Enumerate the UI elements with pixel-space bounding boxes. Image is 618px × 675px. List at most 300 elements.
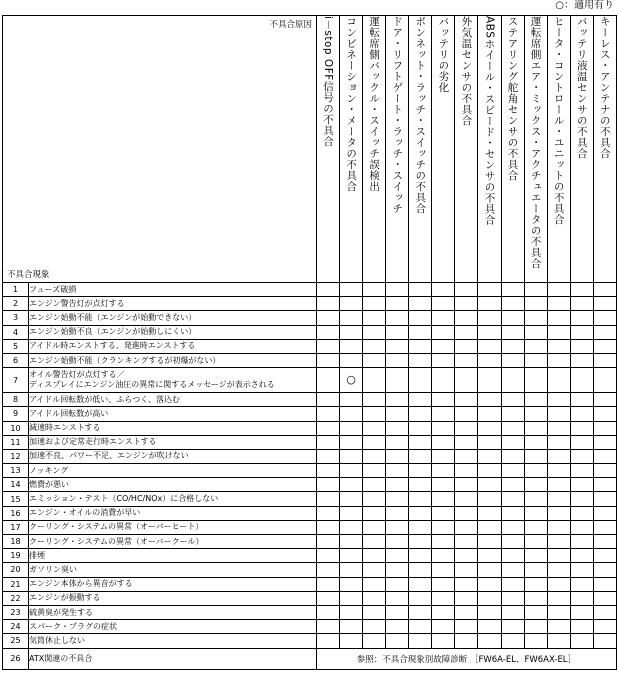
matrix-cell bbox=[363, 339, 386, 353]
matrix-cell bbox=[478, 283, 501, 297]
matrix-cell bbox=[547, 605, 570, 619]
row-number: 16 bbox=[3, 506, 29, 520]
matrix-cell bbox=[593, 311, 616, 325]
matrix-cell bbox=[478, 506, 501, 520]
matrix-cell bbox=[386, 634, 409, 648]
matrix-cell bbox=[478, 325, 501, 339]
matrix-cell bbox=[386, 535, 409, 549]
matrix-cell bbox=[478, 591, 501, 605]
matrix-cell bbox=[340, 435, 363, 449]
matrix-cell bbox=[593, 393, 616, 407]
matrix-cell bbox=[593, 325, 616, 339]
matrix-cell bbox=[478, 520, 501, 534]
cause-column-label: i－stop OFF信号の不具合 bbox=[322, 16, 335, 147]
matrix-cell bbox=[363, 478, 386, 492]
matrix-cell bbox=[409, 549, 432, 563]
matrix-cell bbox=[478, 368, 501, 393]
matrix-cell bbox=[501, 506, 524, 520]
matrix-cell bbox=[455, 634, 478, 648]
matrix-cell bbox=[455, 339, 478, 353]
matrix-cell bbox=[409, 506, 432, 520]
matrix-cell bbox=[455, 605, 478, 619]
matrix-cell bbox=[547, 393, 570, 407]
row-number: 19 bbox=[3, 549, 29, 563]
matrix-cell bbox=[570, 339, 593, 353]
cause-column-label: 運転席側バックル・スイッチ誤検出 bbox=[368, 16, 381, 192]
matrix-cell bbox=[432, 492, 455, 506]
cause-column-header bbox=[432, 16, 455, 283]
matrix-cell bbox=[547, 368, 570, 393]
matrix-cell bbox=[340, 549, 363, 563]
cause-column-label: ドア・リフトゲート・ラッチ・スイッチ bbox=[391, 16, 404, 214]
matrix-cell bbox=[386, 449, 409, 463]
cause-column-header bbox=[340, 16, 363, 283]
matrix-cell bbox=[501, 283, 524, 297]
matrix-cell bbox=[547, 449, 570, 463]
matrix-cell bbox=[570, 393, 593, 407]
matrix-cell bbox=[593, 339, 616, 353]
matrix-cell bbox=[455, 563, 478, 577]
matrix-cell bbox=[455, 407, 478, 421]
matrix-cell bbox=[340, 535, 363, 549]
matrix-cell bbox=[432, 591, 455, 605]
matrix-cell bbox=[317, 464, 340, 478]
matrix-cell bbox=[363, 634, 386, 648]
matrix-cell bbox=[317, 421, 340, 435]
row-number: 23 bbox=[3, 605, 29, 619]
matrix-cell bbox=[432, 407, 455, 421]
matrix-cell bbox=[340, 577, 363, 591]
matrix-cell bbox=[570, 549, 593, 563]
matrix-cell bbox=[478, 464, 501, 478]
symptom-cell: オイル警告灯が点灯する／ ディスプレイにエンジン油圧の異常に関するメッセージが表示される bbox=[29, 368, 317, 393]
symptom-cell: エンジン始動不能（エンジンが始動できない） bbox=[29, 311, 317, 325]
matrix-cell bbox=[501, 464, 524, 478]
matrix-cell bbox=[409, 464, 432, 478]
matrix-cell bbox=[340, 283, 363, 297]
matrix-cell bbox=[409, 297, 432, 311]
matrix-cell bbox=[432, 421, 455, 435]
matrix-cell bbox=[501, 421, 524, 435]
matrix-cell bbox=[501, 605, 524, 619]
table-row bbox=[3, 407, 617, 421]
matrix-cell bbox=[570, 492, 593, 506]
cause-column-header bbox=[524, 16, 547, 283]
row-number: 13 bbox=[3, 464, 29, 478]
matrix-cell bbox=[547, 634, 570, 648]
row-number: 4 bbox=[3, 325, 29, 339]
table-row bbox=[3, 535, 617, 549]
matrix-cell bbox=[386, 549, 409, 563]
matrix-cell bbox=[478, 421, 501, 435]
matrix-cell bbox=[593, 506, 616, 520]
row-number: 15 bbox=[3, 492, 29, 506]
matrix-cell bbox=[363, 464, 386, 478]
row-number: 2 bbox=[3, 297, 29, 311]
cause-column-label: 運転席側エア・ミックス・アクチュエータの不具合 bbox=[529, 16, 542, 269]
matrix-cell bbox=[478, 535, 501, 549]
matrix-cell bbox=[501, 535, 524, 549]
matrix-cell bbox=[593, 563, 616, 577]
matrix-cell bbox=[432, 311, 455, 325]
symptom-cell: 気筒休止しない bbox=[29, 634, 317, 648]
table-row bbox=[3, 339, 617, 353]
matrix-cell bbox=[409, 368, 432, 393]
matrix-cell bbox=[501, 353, 524, 367]
matrix-cell bbox=[547, 620, 570, 634]
matrix-cell bbox=[386, 577, 409, 591]
matrix-cell bbox=[363, 605, 386, 619]
matrix-cell bbox=[432, 535, 455, 549]
matrix-cell bbox=[501, 449, 524, 463]
matrix-cell bbox=[363, 311, 386, 325]
row-number: 18 bbox=[3, 535, 29, 549]
matrix-cell bbox=[478, 297, 501, 311]
matrix-cell bbox=[432, 577, 455, 591]
matrix-cell bbox=[340, 297, 363, 311]
table-row bbox=[3, 449, 617, 463]
matrix-cell bbox=[409, 325, 432, 339]
matrix-cell bbox=[317, 325, 340, 339]
matrix-cell bbox=[593, 478, 616, 492]
table-row bbox=[3, 605, 617, 619]
matrix-cell bbox=[340, 591, 363, 605]
matrix-cell bbox=[432, 605, 455, 619]
diagnosis-matrix bbox=[2, 15, 617, 670]
matrix-cell bbox=[455, 311, 478, 325]
matrix-cell bbox=[478, 634, 501, 648]
matrix-cell bbox=[317, 283, 340, 297]
matrix-cell bbox=[547, 577, 570, 591]
matrix-cell bbox=[363, 297, 386, 311]
symptom-cell: 減速時エンストする bbox=[29, 421, 317, 435]
matrix-cell bbox=[501, 492, 524, 506]
matrix-cell bbox=[455, 492, 478, 506]
matrix-cell bbox=[409, 634, 432, 648]
row-number: 5 bbox=[3, 339, 29, 353]
cause-column-header bbox=[501, 16, 524, 283]
matrix-cell bbox=[501, 311, 524, 325]
matrix-cell bbox=[317, 393, 340, 407]
cause-column-label: ボンネット・ラッチ・スイッチの不具合 bbox=[414, 16, 427, 214]
table-row bbox=[3, 634, 617, 648]
matrix-cell bbox=[501, 563, 524, 577]
matrix-cell bbox=[386, 591, 409, 605]
matrix-cell bbox=[317, 339, 340, 353]
symptom-cell: 排煙 bbox=[29, 549, 317, 563]
matrix-cell bbox=[340, 449, 363, 463]
matrix-cell bbox=[593, 520, 616, 534]
matrix-cell bbox=[547, 549, 570, 563]
matrix-cell bbox=[570, 464, 593, 478]
matrix-cell bbox=[501, 478, 524, 492]
table-row bbox=[3, 492, 617, 506]
table-row bbox=[3, 591, 617, 605]
matrix-cell bbox=[455, 591, 478, 605]
symptom-cell: エンジンが振動する bbox=[29, 591, 317, 605]
matrix-cell bbox=[432, 478, 455, 492]
matrix-cell bbox=[363, 577, 386, 591]
symptom-cell: エミッション・テスト（CO/HC/NOx）に合格しない bbox=[29, 492, 317, 506]
matrix-cell bbox=[593, 407, 616, 421]
matrix-cell bbox=[501, 591, 524, 605]
matrix-cell bbox=[455, 421, 478, 435]
header-corner bbox=[3, 16, 317, 283]
matrix-cell bbox=[340, 464, 363, 478]
symptom-cell: アイドル回転数が低い、ふらつく、落込む bbox=[29, 393, 317, 407]
matrix-cell bbox=[317, 535, 340, 549]
matrix-cell bbox=[524, 563, 547, 577]
table-row bbox=[3, 563, 617, 577]
matrix-cell bbox=[317, 368, 340, 393]
matrix-cell bbox=[317, 478, 340, 492]
symptom-cell: フューズ破損 bbox=[29, 283, 317, 297]
matrix-cell bbox=[432, 353, 455, 367]
symptom-cell: アイドル回転数が高い bbox=[29, 407, 317, 421]
matrix-cell bbox=[363, 549, 386, 563]
matrix-cell bbox=[409, 393, 432, 407]
matrix-cell bbox=[409, 311, 432, 325]
matrix-cell bbox=[432, 506, 455, 520]
matrix-cell bbox=[593, 549, 616, 563]
matrix-cell bbox=[478, 339, 501, 353]
matrix-cell bbox=[478, 563, 501, 577]
matrix-cell bbox=[317, 577, 340, 591]
row-number: 22 bbox=[3, 591, 29, 605]
cause-column-header bbox=[363, 16, 386, 283]
matrix-cell bbox=[501, 393, 524, 407]
matrix-cell bbox=[317, 506, 340, 520]
matrix-cell bbox=[409, 492, 432, 506]
matrix-cell bbox=[340, 421, 363, 435]
table-row bbox=[3, 297, 617, 311]
matrix-cell bbox=[409, 339, 432, 353]
matrix-cell bbox=[570, 591, 593, 605]
matrix-cell bbox=[570, 520, 593, 534]
header-row bbox=[3, 16, 617, 283]
matrix-cell bbox=[432, 464, 455, 478]
matrix-cell bbox=[455, 325, 478, 339]
matrix-cell bbox=[363, 353, 386, 367]
matrix-cell bbox=[570, 353, 593, 367]
matrix-cell bbox=[593, 449, 616, 463]
matrix-cell bbox=[363, 520, 386, 534]
matrix-cell bbox=[409, 605, 432, 619]
matrix-cell bbox=[409, 577, 432, 591]
symptom-cell: 硫黄臭が発生する bbox=[29, 605, 317, 619]
matrix-cell bbox=[340, 339, 363, 353]
matrix-cell bbox=[340, 325, 363, 339]
symptom-cell: エンジン・オイルの消費が早い bbox=[29, 506, 317, 520]
matrix-cell bbox=[455, 506, 478, 520]
matrix-cell bbox=[409, 535, 432, 549]
matrix-cell bbox=[432, 339, 455, 353]
row-number: 6 bbox=[3, 353, 29, 367]
matrix-cell bbox=[363, 421, 386, 435]
table-row bbox=[3, 435, 617, 449]
matrix-cell bbox=[432, 563, 455, 577]
matrix-cell bbox=[501, 620, 524, 634]
row-number: 25 bbox=[3, 634, 29, 648]
matrix-cell bbox=[386, 620, 409, 634]
matrix-cell bbox=[409, 353, 432, 367]
matrix-cell bbox=[432, 393, 455, 407]
row-number: 24 bbox=[3, 620, 29, 634]
symptom-cell: エンジン始動不良（エンジンが始動しにくい） bbox=[29, 325, 317, 339]
matrix-cell bbox=[363, 407, 386, 421]
matrix-cell bbox=[317, 353, 340, 367]
cause-column-label: キーレス・アンテナの不具合 bbox=[598, 16, 611, 159]
matrix-cell bbox=[570, 368, 593, 393]
matrix-cell bbox=[478, 435, 501, 449]
reference-note: 参照：不具合現象別故障診断 ［FW6A-EL、FW6AX-EL］ bbox=[317, 648, 617, 669]
matrix-cell bbox=[501, 368, 524, 393]
matrix-cell bbox=[570, 478, 593, 492]
matrix-cell bbox=[570, 421, 593, 435]
matrix-cell bbox=[363, 325, 386, 339]
matrix-cell bbox=[593, 535, 616, 549]
matrix-cell bbox=[386, 605, 409, 619]
matrix-cell bbox=[593, 464, 616, 478]
symptom-cell: クーリング・システムの異常（オーバーヒート） bbox=[29, 520, 317, 534]
matrix-cell bbox=[524, 535, 547, 549]
matrix-cell bbox=[432, 634, 455, 648]
matrix-cell bbox=[455, 535, 478, 549]
matrix-cell bbox=[409, 563, 432, 577]
symptom-cell: 加速および定常走行時エンストする bbox=[29, 435, 317, 449]
table-row bbox=[3, 520, 617, 534]
matrix-cell bbox=[501, 520, 524, 534]
cause-column-label: コンビネーション・メータの不具合 bbox=[345, 16, 358, 192]
row-number: 9 bbox=[3, 407, 29, 421]
matrix-cell bbox=[547, 407, 570, 421]
table-row bbox=[3, 421, 617, 435]
matrix-cell bbox=[547, 339, 570, 353]
matrix-cell bbox=[524, 492, 547, 506]
matrix-cell bbox=[570, 325, 593, 339]
matrix-cell bbox=[363, 435, 386, 449]
matrix-cell bbox=[593, 297, 616, 311]
matrix-cell bbox=[409, 520, 432, 534]
symptom-cell: クーリング・システムの異常（オーバークール） bbox=[29, 535, 317, 549]
matrix-cell bbox=[524, 464, 547, 478]
matrix-cell bbox=[524, 283, 547, 297]
symptom-cell: エンジン本体から異音がする bbox=[29, 577, 317, 591]
row-number: 21 bbox=[3, 577, 29, 591]
cause-column-label: ABSホイール・スピード・センサの不具合 bbox=[483, 16, 496, 226]
matrix-cell bbox=[593, 605, 616, 619]
matrix-cell bbox=[524, 311, 547, 325]
matrix-cell bbox=[524, 577, 547, 591]
matrix-cell bbox=[547, 535, 570, 549]
matrix-cell bbox=[524, 421, 547, 435]
matrix-cell bbox=[478, 577, 501, 591]
matrix-cell bbox=[386, 339, 409, 353]
matrix-cell bbox=[455, 577, 478, 591]
matrix-cell bbox=[317, 563, 340, 577]
matrix-cell bbox=[363, 506, 386, 520]
matrix-cell bbox=[432, 297, 455, 311]
matrix-cell bbox=[570, 407, 593, 421]
table-row bbox=[3, 325, 617, 339]
matrix-cell bbox=[547, 297, 570, 311]
table-row bbox=[3, 620, 617, 634]
matrix-cell bbox=[478, 353, 501, 367]
matrix-cell bbox=[478, 478, 501, 492]
matrix-cell bbox=[501, 325, 524, 339]
matrix-cell bbox=[409, 591, 432, 605]
matrix-cell bbox=[570, 506, 593, 520]
matrix-cell bbox=[524, 549, 547, 563]
matrix-cell bbox=[524, 605, 547, 619]
row-number: 8 bbox=[3, 393, 29, 407]
matrix-cell bbox=[547, 506, 570, 520]
matrix-cell bbox=[386, 325, 409, 339]
matrix-cell bbox=[409, 620, 432, 634]
matrix-cell bbox=[432, 325, 455, 339]
matrix-cell bbox=[363, 563, 386, 577]
matrix-cell bbox=[593, 421, 616, 435]
matrix-cell bbox=[455, 283, 478, 297]
matrix-body bbox=[3, 283, 617, 670]
table-row bbox=[3, 353, 617, 367]
row-number: 1 bbox=[3, 283, 29, 297]
matrix-cell bbox=[547, 421, 570, 435]
cause-column-label: ヒータ・コントロール・ユニットの不具合 bbox=[552, 16, 565, 225]
matrix-cell bbox=[455, 549, 478, 563]
matrix-cell bbox=[455, 620, 478, 634]
matrix-cell bbox=[593, 368, 616, 393]
symptom-cell: ATX関連の不具合 bbox=[29, 648, 317, 669]
matrix-cell bbox=[570, 297, 593, 311]
matrix-cell bbox=[524, 506, 547, 520]
table-row bbox=[3, 464, 617, 478]
matrix-cell bbox=[340, 634, 363, 648]
matrix-cell bbox=[478, 492, 501, 506]
matrix-cell bbox=[593, 634, 616, 648]
matrix-cell bbox=[340, 478, 363, 492]
matrix-cell bbox=[432, 449, 455, 463]
matrix-cell bbox=[524, 449, 547, 463]
matrix-cell bbox=[340, 520, 363, 534]
matrix-cell bbox=[386, 393, 409, 407]
table-row bbox=[3, 648, 617, 669]
matrix-cell bbox=[386, 520, 409, 534]
matrix-cell bbox=[570, 620, 593, 634]
matrix-cell bbox=[593, 492, 616, 506]
cause-column-header bbox=[455, 16, 478, 283]
matrix-cell bbox=[340, 605, 363, 619]
matrix-cell bbox=[593, 620, 616, 634]
table-row bbox=[3, 478, 617, 492]
matrix-cell bbox=[570, 435, 593, 449]
table-row bbox=[3, 577, 617, 591]
row-number: 26 bbox=[3, 648, 29, 669]
matrix-cell bbox=[501, 297, 524, 311]
matrix-cell bbox=[363, 283, 386, 297]
matrix-cell bbox=[386, 435, 409, 449]
matrix-cell bbox=[317, 407, 340, 421]
matrix-cell bbox=[317, 492, 340, 506]
matrix-cell bbox=[340, 407, 363, 421]
matrix-cell bbox=[409, 283, 432, 297]
matrix-cell bbox=[340, 311, 363, 325]
matrix-cell bbox=[317, 520, 340, 534]
cause-column-header bbox=[547, 16, 570, 283]
matrix-cell bbox=[501, 407, 524, 421]
row-number: 14 bbox=[3, 478, 29, 492]
matrix-cell bbox=[409, 449, 432, 463]
